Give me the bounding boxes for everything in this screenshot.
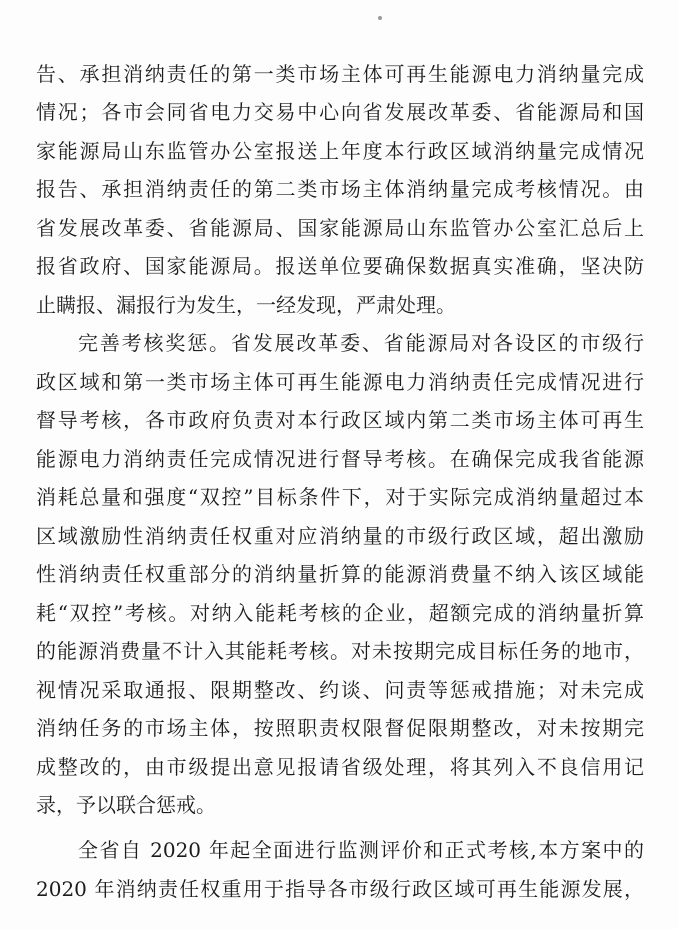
text-line: 视情况采取通报、限期整改、约谈、问责等惩戒措施；对未完成 <box>36 678 644 702</box>
text-line: 耗“双控”考核。对纳入能耗考核的企业，超额完成的消纳量折算 <box>36 601 644 625</box>
text-line: 的能源消费量不计入其能耗考核。对未按期完成目标任务的地市， <box>36 639 644 663</box>
text-line: 告、承担消纳责任的第一类市场主体可再生能源电力消纳量完成 <box>36 62 644 86</box>
text-line: 2020 年消纳责任权重用于指导各市级行政区域可再生能源发展， <box>36 877 644 901</box>
text-line: 止瞒报、漏报行为发生，一经发现，严肃处理。 <box>36 293 456 317</box>
paragraph-first-line: 完善考核奖惩。省发展改革委、省能源局对各设区的市级行 <box>78 331 644 355</box>
text-line: 省发展改革委、省能源局、国家能源局山东监管办公室汇总后上 <box>36 216 644 240</box>
text-line: 区域激励性消纳责任权重对应消纳量的市级行政区域，超出激励 <box>36 524 644 548</box>
text-line: 报省政府、国家能源局。报送单位要确保数据真实准确，坚决防 <box>36 254 644 278</box>
text-line: 情况；各市会同省电力交易中心向省发展改革委、省能源局和国 <box>36 100 644 124</box>
text-line: 能源电力消纳责任完成情况进行督导考核。在确保完成我省能源 <box>36 447 644 471</box>
text-line: 性消纳责任权重部分的消纳量折算的能源消费量不纳入该区域能 <box>36 562 644 586</box>
text-line: 消纳任务的市场主体，按照职责权限督促限期整改，对未按期完 <box>36 716 644 740</box>
text-line: 录，予以联合惩戒。 <box>36 793 216 817</box>
text-line: 政区域和第一类市场主体可再生能源电力消纳责任完成情况进行 <box>36 370 644 394</box>
text-line: 消耗总量和强度“双控”目标条件下，对于实际完成消纳量超过本 <box>36 485 644 509</box>
text-line: 成整改的，由市级提出意见报请省级处理，将其列入不良信用记 <box>36 755 644 779</box>
text-line: 家能源局山东监管办公室报送上年度本行政区域消纳量完成情况 <box>36 139 644 163</box>
text-line: 报告、承担消纳责任的第二类市场主体消纳量完成考核情况。由 <box>36 177 644 201</box>
scan-speck <box>378 16 382 20</box>
paragraph-first-line: 全省自 2020 年起全面进行监测评价和正式考核,本方案中的 <box>78 838 644 862</box>
text-line: 督导考核，各市政府负责对本行政区域内第二类市场主体可再生 <box>36 408 644 432</box>
